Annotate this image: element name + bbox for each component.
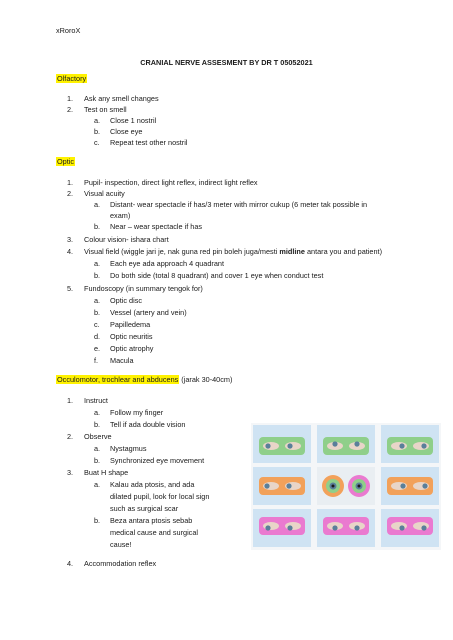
sub-item-letter: a. <box>94 408 101 417</box>
sub-item-text: Follow my finger <box>110 408 164 417</box>
sub-item-text: Close 1 nostril <box>110 116 157 125</box>
sub-item-letter: d. <box>94 332 101 341</box>
sub-item-letter: a. <box>94 480 101 489</box>
list-item-number: 4. <box>67 247 74 256</box>
sub-item-text: Close eye <box>110 127 143 136</box>
list-item-text: Fundoscopy (in summary tengok for) <box>84 284 203 293</box>
eye-tile-bottom-left <box>253 509 311 547</box>
eye-tile-top-middle <box>317 425 375 463</box>
list-item-number: 5. <box>67 284 74 293</box>
sub-item-text: Optic neuritis <box>110 332 153 341</box>
sub-item-letter: b. <box>94 456 101 465</box>
sub-item-text: Vessel (artery and vein) <box>110 308 187 317</box>
sub-item-letter: a. <box>94 296 101 305</box>
list-item-number: 3. <box>67 235 74 244</box>
list-item-number: 1. <box>67 94 74 103</box>
sub-item-text-continued: dilated pupil, look for local sign <box>110 492 210 501</box>
list-item-text: Visual field (wiggle jari je, nak guna red pin boleh juga/mesti midline antara you and patient) <box>84 247 382 256</box>
list-item-text: Ask any smell changes <box>84 94 159 103</box>
eye-movement-grid-image <box>251 423 441 550</box>
sub-item-text: Optic disc <box>110 296 143 305</box>
sub-item-text: Papilledema <box>110 320 151 329</box>
eye-tile-middle-right <box>381 467 439 505</box>
sub-item-text: Tell if ada double vision <box>110 420 186 429</box>
section-heading-olfactory: Olfactory <box>57 74 87 83</box>
list-item-text: Pupil- inspection, direct light reflex, indirect light reflex <box>84 178 258 187</box>
sub-item-text: Beza antara ptosis sebab <box>110 516 193 525</box>
list-item-number: 1. <box>67 178 74 187</box>
eye-tile-center <box>317 467 375 505</box>
sub-item-text-continued: cause! <box>110 540 132 549</box>
sub-item-letter: e. <box>94 344 101 353</box>
sub-item-text: Each eye ada approach 4 quadrant <box>110 259 224 268</box>
list-item-text: Observe <box>84 432 112 441</box>
sub-item-letter: b. <box>94 127 101 136</box>
eye-tile-bottom-right <box>381 509 439 547</box>
list-item-number: 2. <box>67 432 74 441</box>
sub-item-letter: a. <box>94 200 101 209</box>
list-item-number: 2. <box>67 189 74 198</box>
sub-item-letter: b. <box>94 271 101 280</box>
list-item-text: Instruct <box>84 396 108 405</box>
list-item-text: Buat H shape <box>84 468 129 477</box>
sub-item-letter: c. <box>94 320 100 329</box>
heading-suffix: (jarak 30-40cm) <box>179 375 233 384</box>
sub-item-text: Nystagmus <box>110 444 147 453</box>
sub-item-text-continued: such as surgical scar <box>110 504 179 513</box>
sub-item-text: Repeat test other nostril <box>110 138 188 147</box>
sub-item-text: Macula <box>110 356 134 365</box>
list-item-number: 3. <box>67 468 74 477</box>
sub-item-letter: b. <box>94 308 101 317</box>
sub-item-text: Near – wear spectacle if has <box>110 222 203 231</box>
list-item-text: Accommodation reflex <box>84 559 157 568</box>
list-item-text: Test on smell <box>84 105 127 114</box>
sub-item-letter: a. <box>94 444 101 453</box>
sub-item-text: Synchronized eye movement <box>110 456 205 465</box>
sub-item-text: Do both side (total 8 quadrant) and cover 1 eye when conduct test <box>110 271 324 280</box>
sub-item-letter: c. <box>94 138 100 147</box>
list-item-number: 1. <box>67 396 74 405</box>
section-heading-optic: Optic <box>57 157 75 166</box>
section-heading-oculomotor: Occulomotor, trochlear and abducens (jarak 30-40cm) <box>57 375 233 384</box>
sub-item-text-continued: exam) <box>110 211 131 220</box>
eye-tile-top-left <box>253 425 311 463</box>
list-item-number: 4. <box>67 559 74 568</box>
sub-item-text: Distant- wear spectacle if has/3 meter with mirror cukup (6 meter tak possible in <box>110 200 368 209</box>
sub-item-letter: f. <box>94 356 99 365</box>
document-title: CRANIAL NERVE ASSESMENT BY DR T 05052021 <box>140 58 313 67</box>
list-item-text: Visual acuity <box>84 189 125 198</box>
list-item-number: 2. <box>67 105 74 114</box>
sub-item-letter: a. <box>94 116 101 125</box>
sub-item-letter: a. <box>94 259 101 268</box>
sub-item-letter: b. <box>94 222 101 231</box>
sub-item-letter: b. <box>94 516 101 525</box>
sub-item-text: Kalau ada ptosis, and ada <box>110 480 195 489</box>
eye-tile-bottom-middle <box>317 509 375 547</box>
document-author: xRoroX <box>56 26 81 35</box>
sub-item-text: Optic atrophy <box>110 344 154 353</box>
emphasis-midline: midline <box>279 247 305 256</box>
list-item-text: Colour vision- ishara chart <box>84 235 169 244</box>
eye-tile-top-right <box>381 425 439 463</box>
sub-item-text-continued: medical cause and surgical <box>110 528 199 537</box>
sub-item-letter: b. <box>94 420 101 429</box>
eye-tile-middle-left <box>253 467 311 505</box>
